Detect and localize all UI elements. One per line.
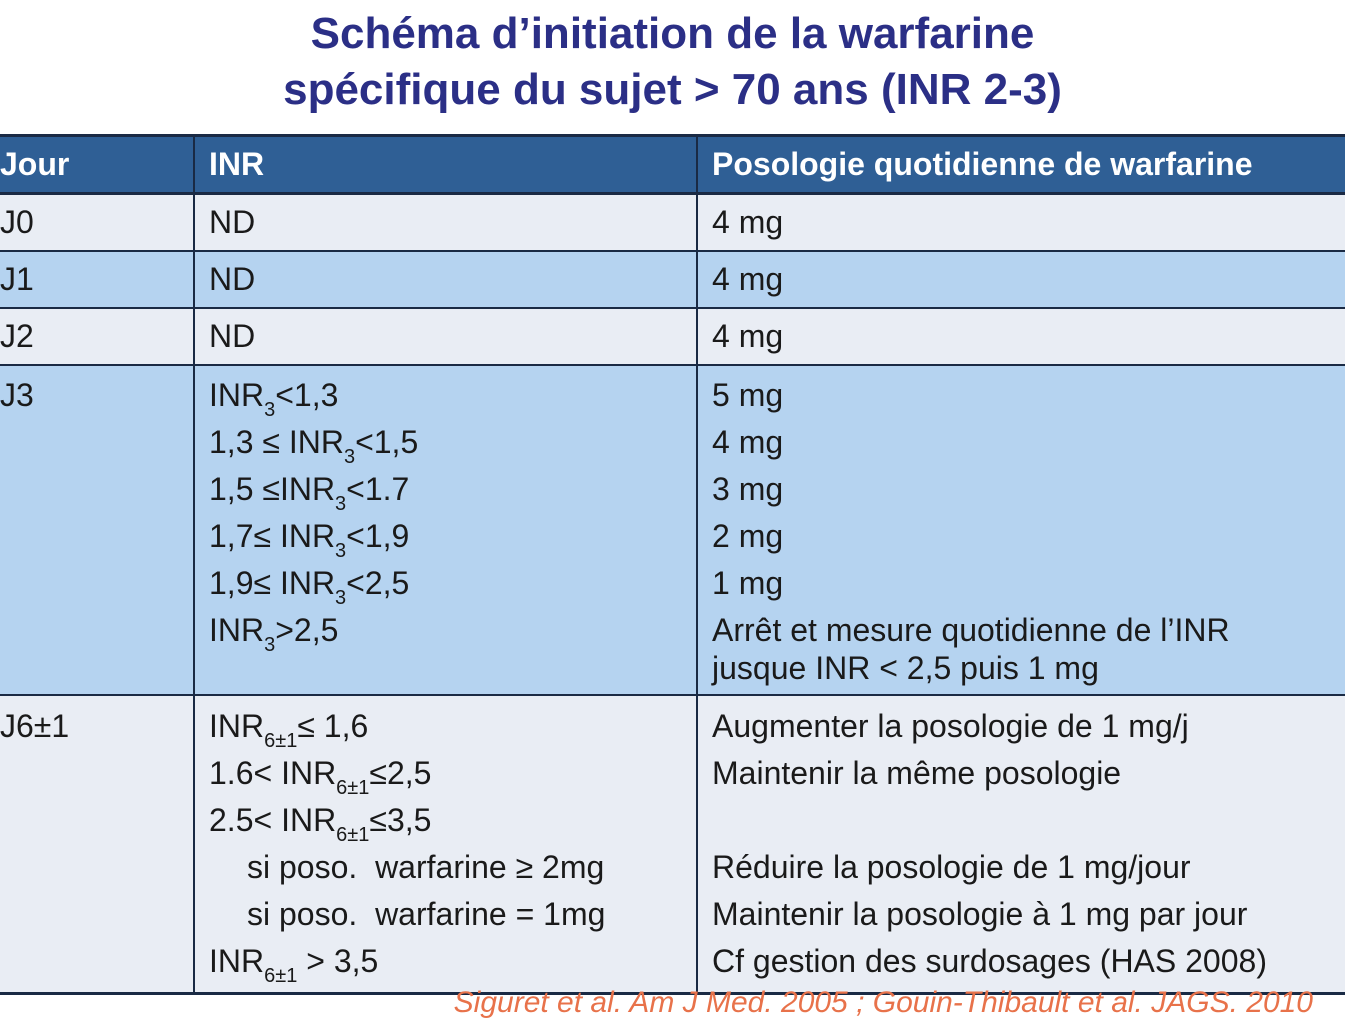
action-text	[712, 796, 1345, 843]
cell-dose: 4 mg	[697, 251, 1345, 308]
cell-jour: J3	[0, 365, 194, 695]
cell-jour: J6±1	[0, 695, 194, 994]
inr-condition: $2.5< INR_{6\pm 1}\le 3,5$	[209, 802, 432, 846]
dose-value: 2 mg	[712, 518, 784, 554]
table-row-j6	[0, 695, 1345, 994]
cell-dose: 4 mg	[697, 194, 1345, 252]
table-row	[0, 308, 1345, 365]
cell-jour: J1	[0, 251, 194, 308]
cell-inr: ND	[194, 194, 697, 252]
inr-condition: $1.6< INR_{6\pm 1}\le 2,5$	[209, 755, 432, 799]
header-posologie: Posologie quotidienne de warfarine	[697, 136, 1345, 194]
dose-value: 4 mg	[712, 424, 784, 460]
action-text: Augmenter la posologie de 1 mg/j	[712, 708, 1189, 744]
cell-inr: ND	[194, 308, 697, 365]
cell-inr: ND	[194, 251, 697, 308]
reference-citation: Siguret et al. Am J Med. 2005 ; Gouin-Thibault et al. JAGS. 2010	[453, 986, 1313, 1019]
action-text: Maintenir la posologie à 1 mg par jour	[712, 896, 1248, 932]
inr-condition: $1,9\le INR_3<2,5$	[209, 565, 410, 609]
title-line-2: spécifique du sujet > 70 ans (INR 2-3)	[283, 65, 1062, 114]
header-inr: INR	[194, 136, 697, 194]
action-text: Réduire la posologie de 1 mg/jour	[712, 849, 1191, 885]
inr-condition: $INR_{6\pm 1}\le 1,6$	[209, 708, 369, 752]
cell-jour: J2	[0, 308, 194, 365]
dose-value: 3 mg	[712, 471, 784, 507]
inr-condition: $INR_3<1,3$	[209, 377, 339, 421]
inr-condition: $1,7\le INR_3<1,9$	[209, 518, 410, 562]
cell-doses	[697, 365, 1345, 695]
inr-condition: $1,5 \le INR_3<1.7$	[209, 471, 410, 515]
cell-dose: 4 mg	[697, 308, 1345, 365]
inr-condition: $1,3 \le INR_3<1,5$	[209, 424, 419, 468]
table-row-j3	[0, 365, 1345, 695]
cell-jour: J0	[0, 194, 194, 252]
inr-condition: si poso. warfarine ≥ 2mg	[247, 849, 605, 885]
cell-inr-conditions	[194, 695, 697, 994]
inr-condition: $INR_3>2,5$	[209, 612, 339, 656]
title-line-1: Schéma d’initiation de la warfarine	[310, 9, 1035, 58]
action-text: Cf gestion des surdosages (HAS 2008)	[712, 943, 1267, 979]
table-row	[0, 251, 1345, 308]
slide-title	[0, 6, 1345, 118]
dose-value: 5 mg	[712, 377, 784, 413]
header-jour: Jour	[0, 136, 194, 194]
cell-inr-conditions	[194, 365, 697, 695]
inr-condition: $INR_{6\pm 1} > 3,5$	[209, 943, 379, 987]
warfarin-schedule-table	[0, 134, 1345, 995]
table-header-row	[0, 136, 1345, 194]
dose-value: 1 mg	[712, 565, 784, 601]
cell-actions	[697, 695, 1345, 994]
action-text: Maintenir la même posologie	[712, 755, 1122, 791]
inr-condition: si poso. warfarine = 1mg	[247, 896, 606, 932]
stop-instruction: Arrêt et mesure quotidienne de l’INR jusque INR < 2,5 puis 1 mg	[712, 612, 1230, 686]
table-row	[0, 194, 1345, 252]
